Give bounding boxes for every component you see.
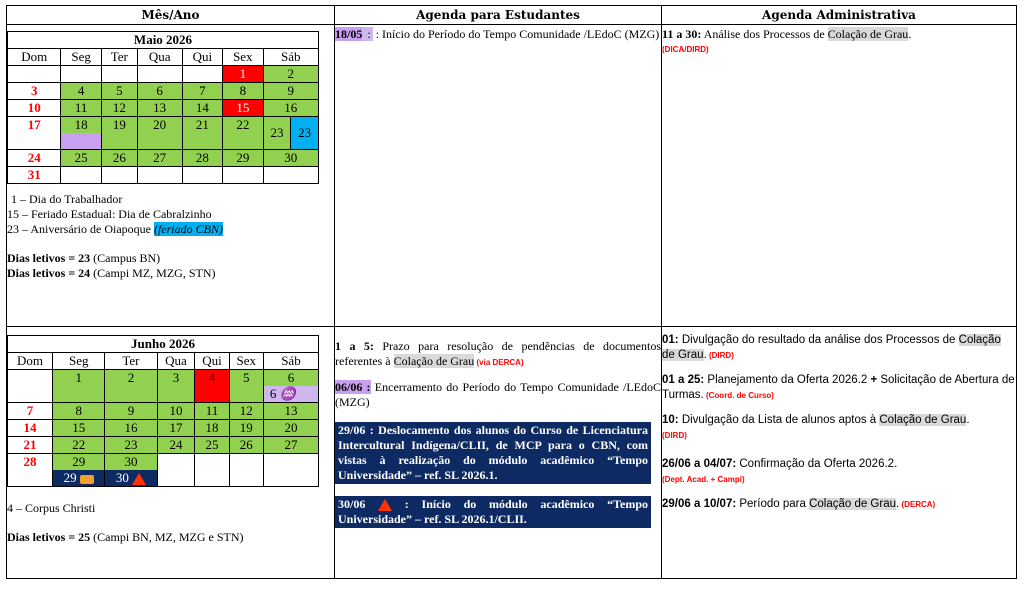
june-title: Junho 2026 [8,336,319,353]
highlight: Colação de Grau [879,414,967,426]
day-cell: 7 [182,83,223,100]
event-text: Confirmação da Oferta 2026.2. [736,458,898,470]
day-cell: 19 [101,117,137,150]
day-cell: 6 [137,83,182,100]
day-cell: 23 23 [263,117,318,150]
day-cell: 16 [105,420,157,437]
day-cell: 26 [101,150,137,167]
note: 23 – Aniversário de Oiapoque (feriado CBN) [7,222,223,236]
period: . [908,27,912,41]
period: . [703,349,707,361]
day-cell: 7 [8,403,53,420]
date-range: 26/06 a 04/07: [662,458,737,470]
warning-icon [378,499,392,511]
day-cell: 3 [157,370,195,403]
date: 30/06 [338,497,366,511]
responsible-tag: (DERCA) [899,500,936,509]
weekday: Dom [8,353,53,370]
note: 4 – Corpus Christi [7,501,96,515]
event-text: 29/06 : Deslocamento dos alunos do Curso de Licenciatura Intercultural Indígena/CLII, de MCP para o CBN, com vistas à realização do módulo acadêmico “Tempo Universidade” – ref. SL 2026.1. [338,423,648,482]
day-cell: 5 [229,370,263,403]
day-cell: 22 [53,437,105,454]
responsible-tag: (via DERCA) [474,358,524,367]
period: . [966,414,970,426]
responsible-tag: (DICA/DIRD) [662,45,709,54]
header-admin-agenda: Agenda Administrativa [662,6,1017,25]
day-cell: 17 [8,117,61,150]
students-june-cell [335,327,662,579]
day-cell: 11 [61,100,102,117]
may-calendar [7,31,319,184]
day-cell: 17 [157,420,195,437]
agenda-table [6,5,1017,579]
responsible-tag: (DIRD) [706,351,734,360]
day-cell: 4 [61,83,102,100]
weekday: Sáb [263,353,318,370]
responsible-tag: (DIRD) [662,431,687,440]
day-cell: 21 [182,117,223,150]
day-cell: 13 [137,100,182,117]
day-cell: 9 [263,83,318,100]
day-cell: 23 [105,437,157,454]
weekday: Qui [182,49,223,66]
highlight: Colação de Grau [393,354,475,368]
dias-letivos: Dias letivos = 25 [7,530,91,544]
event-box [335,496,651,528]
weekday: Sáb [263,49,318,66]
students-may-cell: 18/05 : : Início do Período do Tempo Comunidade /LEdoC (MZG) [335,25,662,327]
weekday: Seg [61,49,102,66]
day-cell: 29 29 [53,454,105,487]
day-cell: 28 [182,150,223,167]
day-cell: 15 [223,100,264,117]
day-cell: 24 [8,150,61,167]
day-cell: 9 [105,403,157,420]
event-text: Solicitação de Abertura de Turmas. [662,374,1015,401]
day-cell: 21 [8,437,53,454]
day-cell: 4 [195,370,229,403]
day-cell: 15 [53,420,105,437]
dias-detail: (Campi MZ, MZG, STN) [90,266,216,280]
weekday: Qui [195,353,229,370]
day-cell: 8 [53,403,105,420]
day-cell: 12 [229,403,263,420]
note: 1 – Dia do Trabalhador [11,192,123,206]
day-cell: 18 [61,117,102,150]
day-cell: 22 [223,117,264,150]
weekday: Dom [8,49,61,66]
event-box [335,422,651,484]
event-text: Divulgação da Lista de alunos aptos à [678,414,880,426]
day-cell: 2 [263,66,318,83]
day-cell: 13 [263,403,318,420]
weekday: Ter [105,353,157,370]
highlight: (feriado CBN) [153,222,223,236]
event-text: Prazo para resolução de pendências de documentos referentes à [335,339,661,368]
day-cell: 27 [263,437,318,454]
day-cell: 10 [157,403,195,420]
date-highlight: 06/06 : [335,380,371,394]
day-cell: 18 [195,420,229,437]
date-range: 11 a 30: [662,27,702,41]
day-cell: 1 [53,370,105,403]
day-cell: 24 [157,437,195,454]
day-cell: 20 [263,420,318,437]
day-cell: 5 [101,83,137,100]
weekday: Sex [223,49,264,66]
bus-icon [80,475,94,484]
day-cell: 25 [61,150,102,167]
weekday: Ter [101,49,137,66]
highlight: Colação de Grau [662,334,1001,361]
day-cell: 29 [223,150,264,167]
day-cell: 12 [101,100,137,117]
event-text: Análise dos Processos de [701,27,828,41]
date-highlight: 18/05 [335,27,363,41]
dias-detail: (Campi BN, MZ, MZG e STN) [90,530,244,544]
day-cell: 25 [195,437,229,454]
weekday: Qua [137,49,182,66]
may-title: Maio 2026 [8,32,319,49]
dias-letivos: Dias letivos = 24 [7,266,91,280]
event-text: Divulgação do resultado da análise dos Processos de [678,334,959,346]
event-text: Planejamento da Oferta 2026.2 [704,374,871,386]
day-cell: 11 [195,403,229,420]
day-cell: 6 6 ♒ [263,370,318,403]
day-cell: 1 [223,66,264,83]
note: 15 – Feriado Estadual: Dia de Cabralzinho [7,207,212,221]
date-range: 29/06 a 10/07: [662,498,737,510]
day-cell: 3 [8,83,61,100]
event-text: : Início do módulo acadêmico “Tempo Universidade” – ref. SL 2026.1/CLII. [338,497,648,526]
highlight: Colação de Grau [827,27,909,41]
june-cell [7,327,335,579]
may-cell [7,25,335,327]
day-cell: 10 [8,100,61,117]
dias-letivos: Dias letivos = 23 [7,251,91,265]
dias-detail: (Campus BN) [90,251,161,265]
day-cell: 2 [105,370,157,403]
admin-june-cell [662,327,1017,579]
june-notes [7,501,334,545]
date: 01: [662,334,679,346]
day-cell: 27 [137,150,182,167]
date-range: 01 a 25: [662,374,705,386]
may-notes [7,192,334,281]
event-text: Período para [736,498,810,510]
day-cell: 30 30 [105,454,157,487]
header-student-agenda: Agenda para Estudantes [335,6,662,25]
date-range: 1 a 5: [335,339,374,353]
event-text: : Início do Período do Tempo Comunidade /LEdoC (MZG) [372,27,660,41]
period: . [896,498,900,510]
weekday: Qua [157,353,195,370]
day-cell: 26 [229,437,263,454]
day-cell: 31 [8,167,61,184]
day-cell: 30 [263,150,318,167]
day-cell: 14 [8,420,53,437]
admin-may-cell [662,25,1017,327]
responsible-tag: (Coord. de Curso) [703,391,774,400]
day-cell: 28 [8,454,53,487]
day-cell: 16 [263,100,318,117]
event-text: Encerramento do Período do Tempo Comunidade /LEdoC (MZG) [335,380,661,409]
warning-icon [132,473,146,485]
highlight: Colação de Grau [809,498,897,510]
weekday: Sex [229,353,263,370]
day-cell: 14 [182,100,223,117]
day-cell: 19 [229,420,263,437]
header-month-year: Mês/Ano [7,6,335,25]
day-cell: 8 [223,83,264,100]
date: 10: [662,414,679,426]
weekday: Seg [53,353,105,370]
day-cell: 20 [137,117,182,150]
june-calendar [7,335,319,487]
plus-sign: + [870,374,878,386]
responsible-tag: (Dept. Acad. + Campi) [662,475,745,484]
